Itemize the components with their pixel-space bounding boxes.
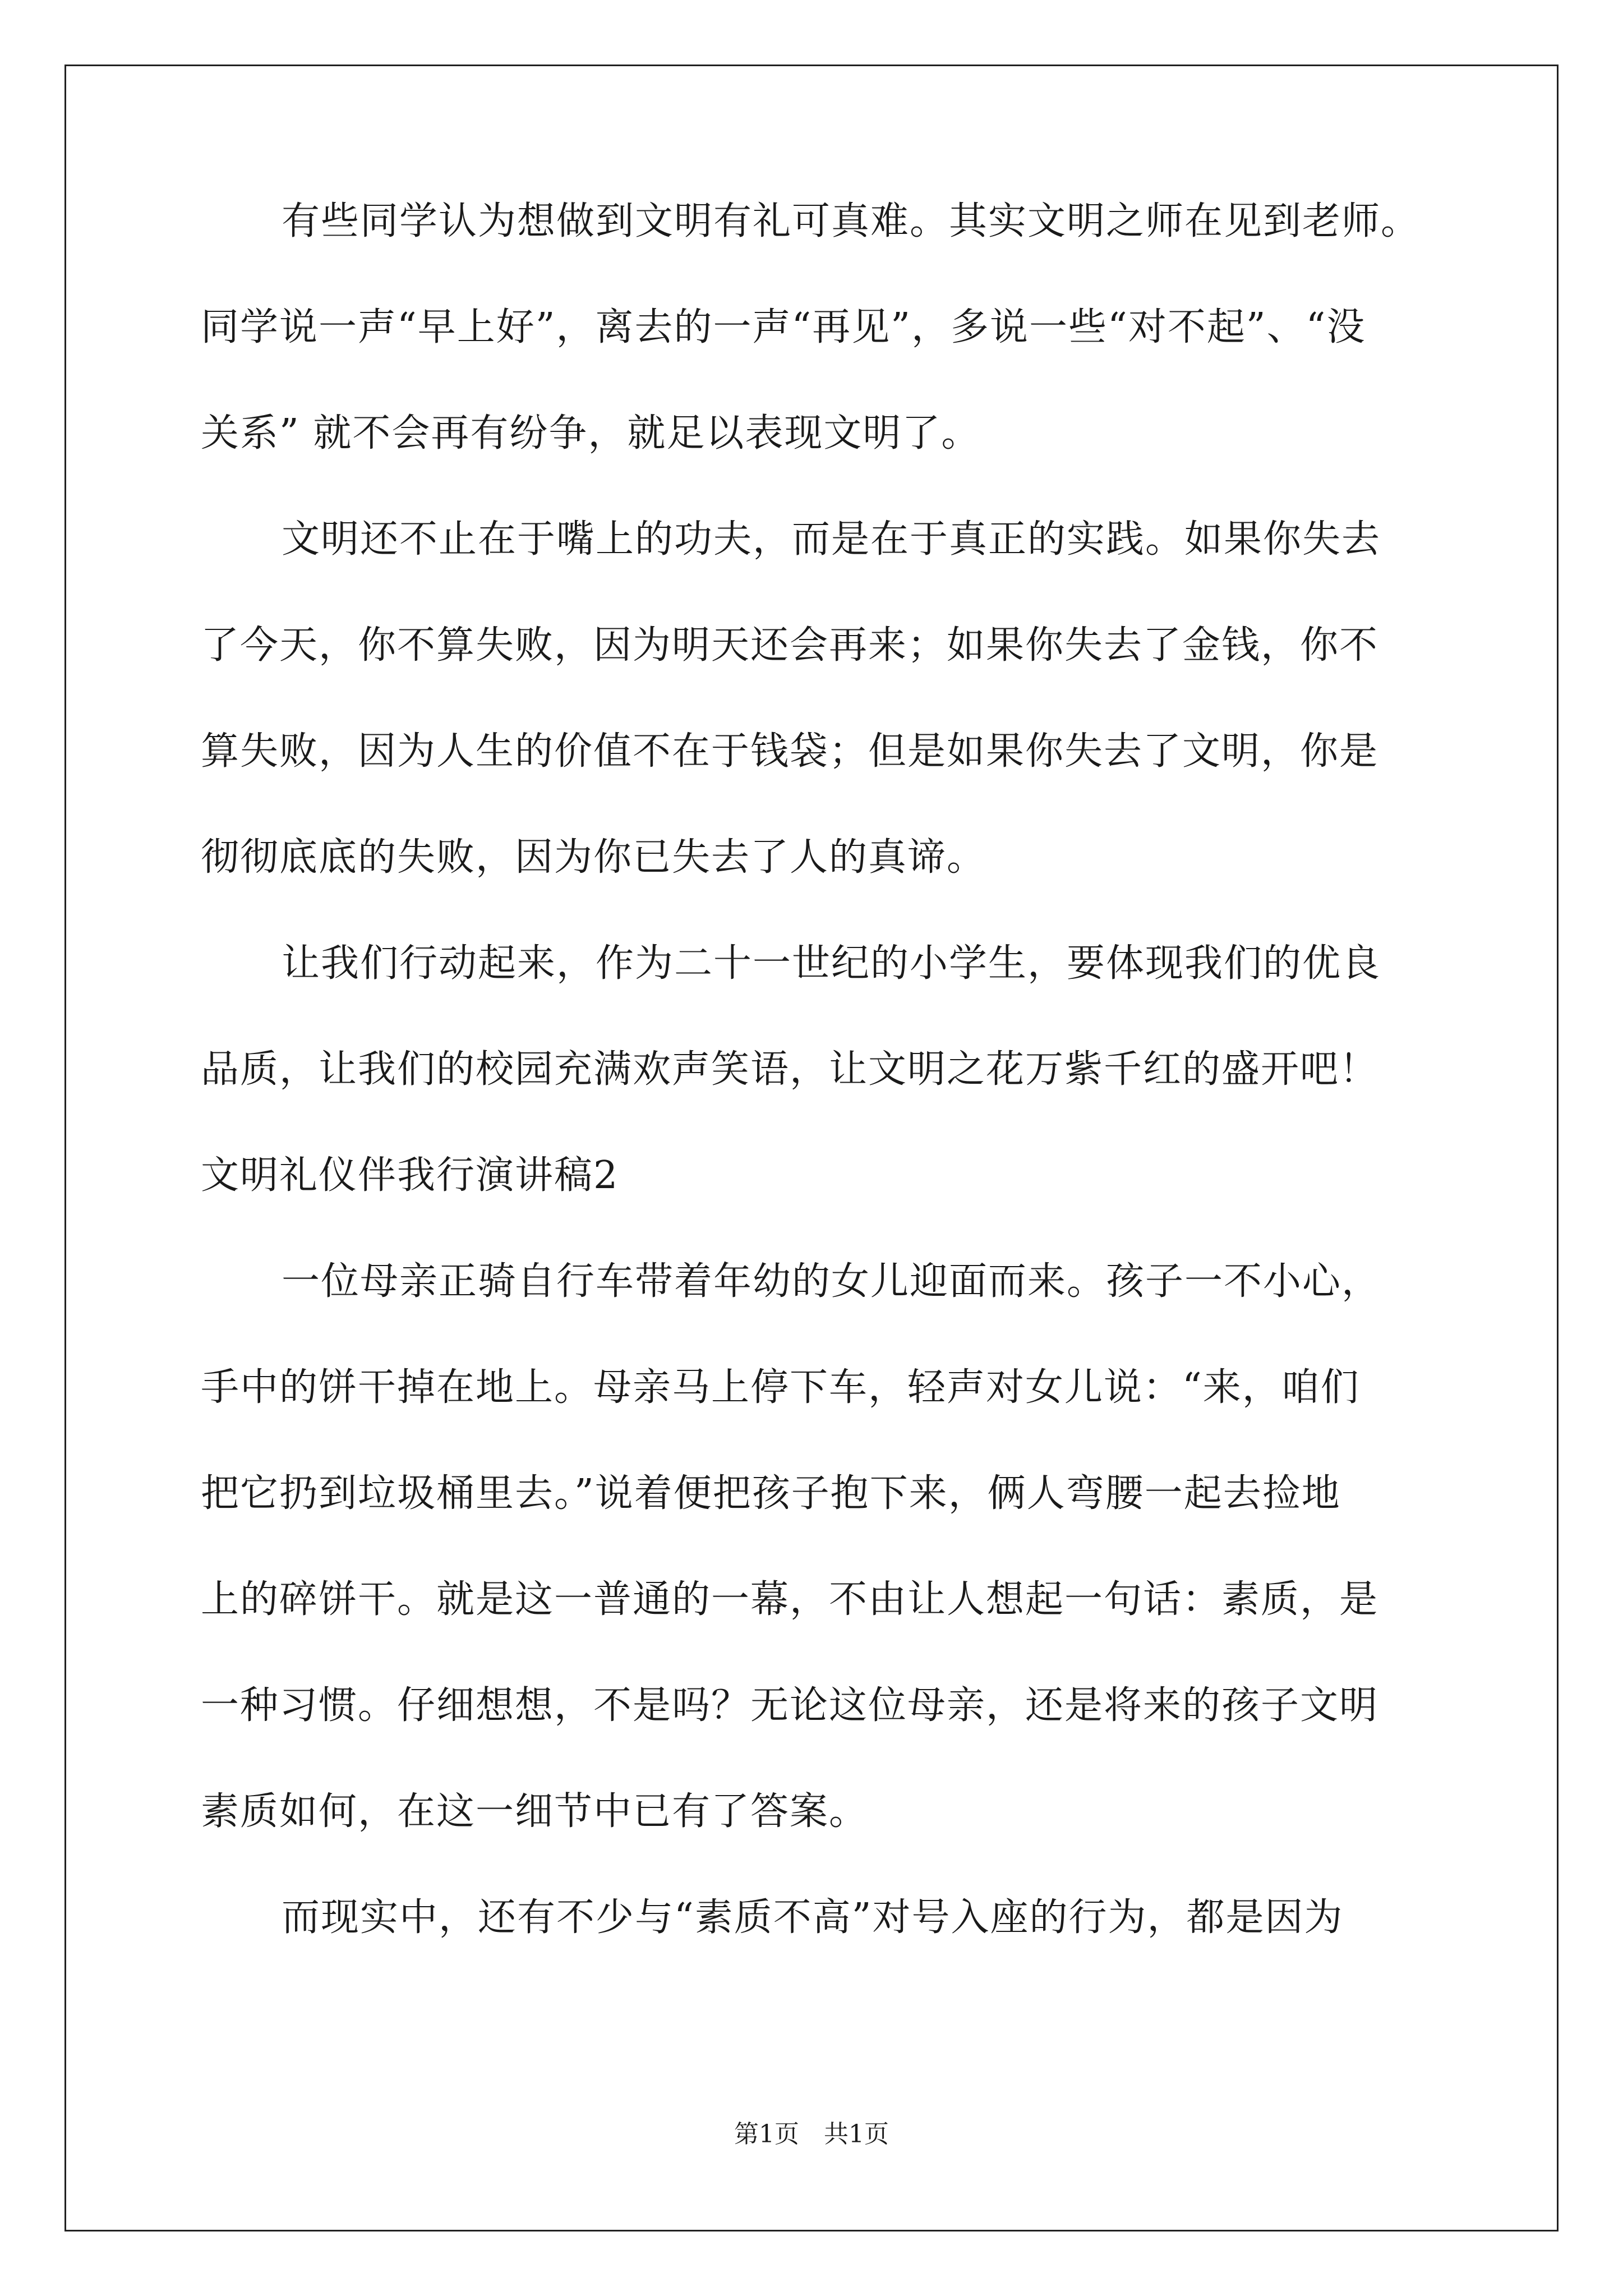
text-line: 有些同学认为想做到文明有礼可真难。其实文明之师在见到老师。 (282, 199, 1421, 243)
text-line: 同学说一声“早上好”，离去的一声“再见”，多说一些“对不起”、“没 (201, 305, 1366, 349)
text-line: 彻彻底底的失败，因为你已失去了人的真谛。 (201, 835, 986, 880)
text-line: 品质，让我们的校园充满欢声笑语，让文明之花万紫千红的盛开吧！ (201, 1047, 1379, 1092)
text-line: 手中的饼干掉在地上。母亲马上停下车，轻声对女儿说：“来，咱们 (201, 1365, 1360, 1410)
text-line: 素质如何，在这一细节中已有了答案。 (201, 1789, 869, 1834)
text-line: 一种习惯。仔细想想，不是吗？无论这位母亲，还是将来的孩子文明 (201, 1683, 1379, 1728)
text-line: 关系” 就不会再有纷争，就足以表现文明了。 (201, 411, 981, 455)
section-heading: 文明礼仪伴我行演讲稿2 (201, 1153, 619, 1198)
text-line: 把它扔到垃圾桶里去。”说着便把孩子抱下来，俩人弯腰一起去捡地 (201, 1471, 1341, 1516)
text-line: 让我们行动起来，作为二十一世纪的小学生，要体现我们的优良 (282, 941, 1381, 986)
text-line: 算失败，因为人生的价值不在于钱袋；但是如果你失去了文明，你是 (201, 729, 1379, 774)
text-line: 而现实中，还有不少与“素质不高”对号入座的行为，都是因为 (282, 1895, 1344, 1940)
text-line: 一位母亲正骑自行车带着年幼的女儿迎面而来。孩子一不小心， (282, 1259, 1381, 1304)
page-number-footer: 第1页 共1页 (734, 2120, 889, 2148)
text-line: 了今天，你不算失败，因为明天还会再来；如果你失去了金钱，你不 (201, 623, 1379, 668)
text-line: 上的碎饼干。就是这一普通的一幕，不由让人想起一句话：素质，是 (201, 1577, 1379, 1622)
text-line: 文明还不止在于嘴上的功夫，而是在于真正的实践。如果你失去 (282, 517, 1381, 562)
